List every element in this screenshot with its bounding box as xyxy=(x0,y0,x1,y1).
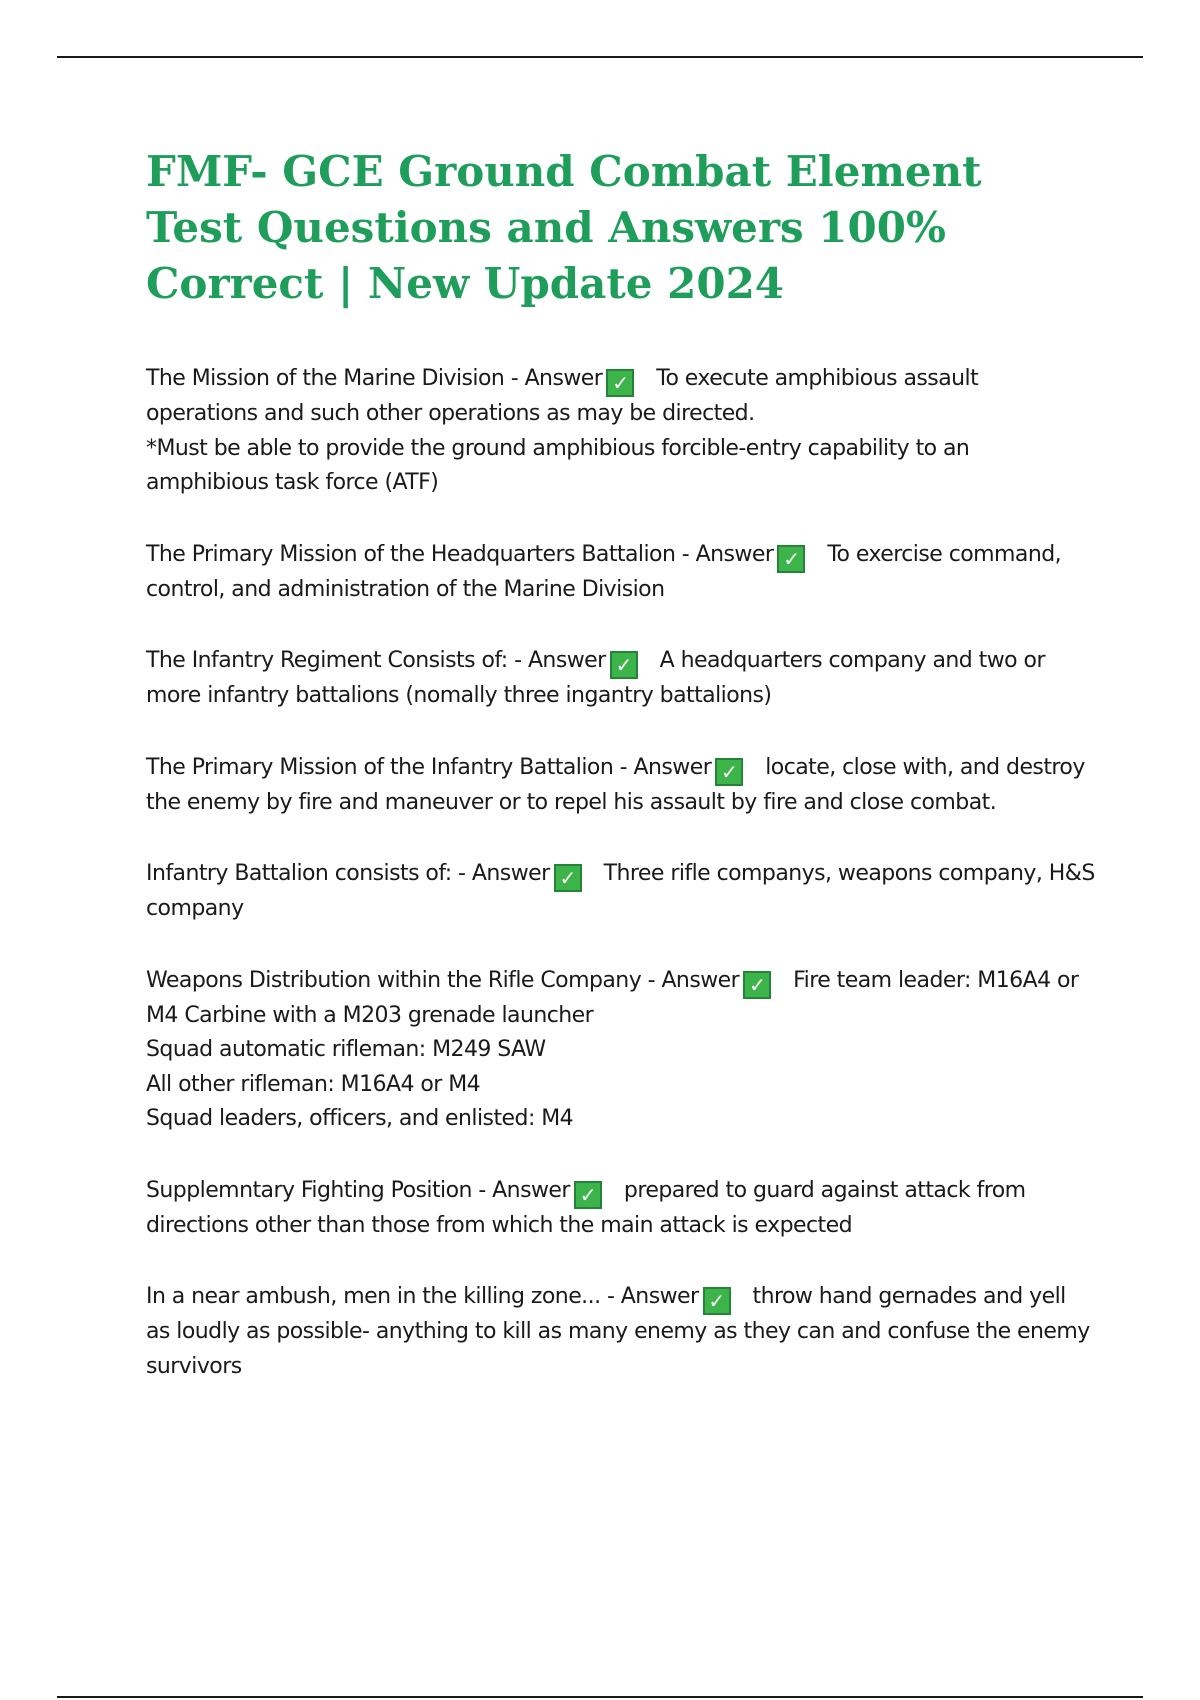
qa-item xyxy=(146,362,1096,501)
qa-list xyxy=(146,362,1096,1421)
answer-label: Answer xyxy=(524,366,603,391)
bottom-rule xyxy=(57,1696,1143,1698)
answer-text: prepared to guard against attack from directions other than those from which the main attack is expected xyxy=(146,1177,1026,1238)
answer-label: Answer xyxy=(661,967,740,993)
answer-label: Answer xyxy=(527,648,606,673)
check-mark-icon: ✓ xyxy=(743,971,771,999)
question-text: The Primary Mission of the Headquarters Battalion - xyxy=(146,541,696,567)
answer-line: Squad automatic rifleman: M249 SAW xyxy=(146,1037,546,1062)
answer-label: Answer xyxy=(633,754,712,780)
top-rule xyxy=(57,56,1143,58)
question-text: The Mission of the Marine Division - xyxy=(146,366,525,391)
check-mark-icon: ✓ xyxy=(606,369,634,397)
answer-text: throw hand gernades and yell as loudly as possible- anything to kill as many enemy as they can and confuse the enemy survivors xyxy=(146,1284,1090,1379)
qa-item xyxy=(146,1280,1096,1384)
qa-item xyxy=(146,1174,1096,1244)
check-mark-icon: ✓ xyxy=(715,758,743,786)
answer-text: Fire team leader: M16A4 or M4 Carbine with a M203 grenade launcher xyxy=(146,967,1079,1028)
answer-label: Answer xyxy=(471,861,550,886)
check-mark-icon: ✓ xyxy=(610,651,638,679)
answer-text: To exercise command, control, and administration of the Marine Division xyxy=(146,541,1062,602)
qa-item xyxy=(146,644,1096,714)
check-mark-icon: ✓ xyxy=(703,1287,731,1315)
qa-item xyxy=(146,751,1096,821)
question-text: Infantry Battalion consists of: - xyxy=(146,861,472,886)
answer-label: Answer xyxy=(695,541,774,567)
answer-label: Answer xyxy=(620,1284,699,1309)
answer-line: *Must be able to provide the ground amphibious forcible-entry capability to an amphibious task force (ATF) xyxy=(146,435,970,495)
qa-item xyxy=(146,964,1096,1137)
answer-text: Three rifle companys, weapons company, H&S company xyxy=(146,861,1095,921)
check-mark-icon: ✓ xyxy=(777,545,805,573)
question-text: The Infantry Regiment Consists of: - xyxy=(146,648,528,673)
question-text: The Primary Mission of the Infantry Battalion - xyxy=(146,754,634,780)
answer-line: All other rifleman: M16A4 or M4 xyxy=(146,1071,481,1097)
qa-item xyxy=(146,538,1096,608)
qa-item xyxy=(146,857,1096,927)
check-mark-icon: ✓ xyxy=(554,864,582,892)
question-text: Weapons Distribution within the Rifle Company - xyxy=(146,967,662,993)
check-mark-icon: ✓ xyxy=(574,1181,602,1209)
question-text: In a near ambush, men in the killing zone... - xyxy=(146,1284,621,1309)
answer-text: locate, close with, and destroy the enemy by fire and maneuver or to repel his assault by fire and close combat. xyxy=(146,754,1085,815)
question-text: Supplemntary Fighting Position - xyxy=(146,1177,493,1203)
answer-label: Answer xyxy=(492,1177,570,1203)
document-title: FMF- GCE Ground Combat Element Test Questions and Answers 100% Correct | New Update 2024 xyxy=(146,147,982,308)
answer-text: A headquarters company and two or more infantry battalions (nomally three ingantry battalions) xyxy=(146,648,1045,708)
answer-line: Squad leaders, officers, and enlisted: M4 xyxy=(146,1106,574,1131)
answer-text: To execute amphibious assault operations and such other operations as may be directed. xyxy=(146,366,979,426)
